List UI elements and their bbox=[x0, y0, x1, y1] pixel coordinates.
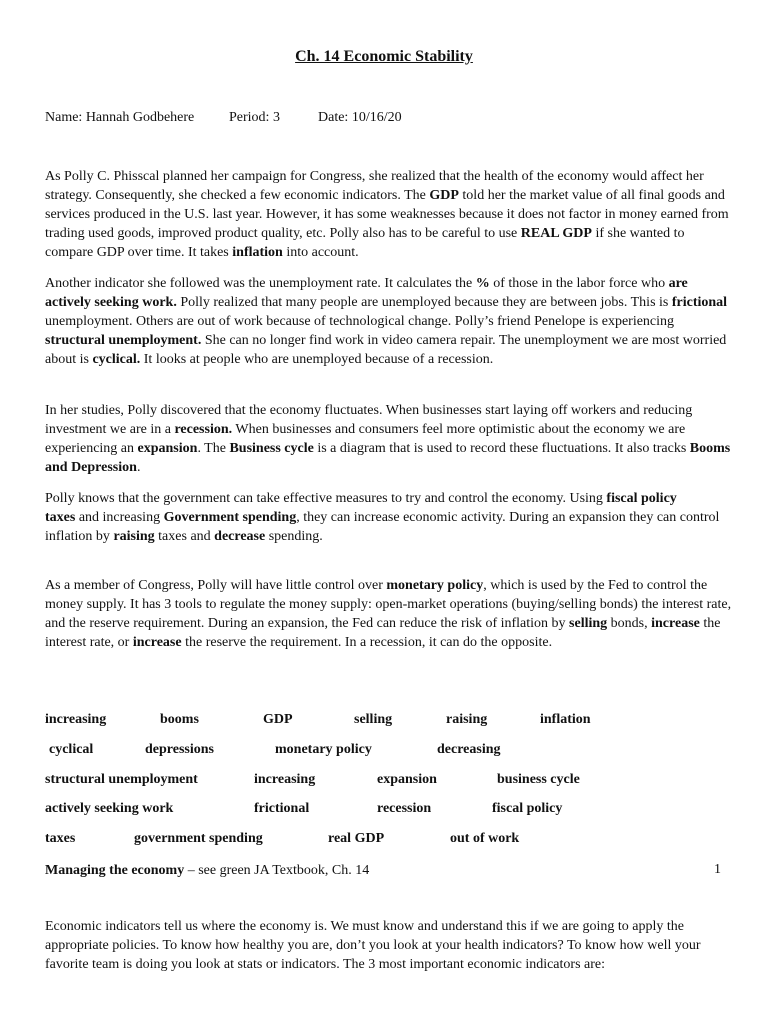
period: Period: 3 bbox=[229, 110, 280, 125]
word-bank-item: monetary policy bbox=[275, 742, 372, 757]
student-name: Name: Hannah Godbehere bbox=[45, 110, 195, 125]
word-bank-item: increasing bbox=[254, 772, 316, 787]
word-bank-item: business cycle bbox=[497, 772, 580, 787]
word-bank-item: selling bbox=[354, 712, 393, 727]
word-bank-item: out of work bbox=[450, 831, 520, 846]
word-bank-item: increasing bbox=[45, 712, 107, 727]
page-number: 1 bbox=[714, 862, 721, 877]
word-bank-item: expansion bbox=[377, 772, 437, 787]
word-bank-item: depressions bbox=[145, 742, 214, 757]
word-bank-item: GDP bbox=[263, 712, 293, 727]
word-bank-item: taxes bbox=[45, 831, 76, 846]
paragraph-unemployment: Another indicator she followed was the unemployment rate. It calculates the % of those in the labor force who are actively seeking work. Polly realized that many people are unemployed because they are between jobs. This is frictional unemployment. Others are out of work because of technological change. Polly’s friend Penelope is experiencing structural unemployment. She can no longer find work in video camera repair. The unemployment we are most worried about is cyclical. It looks at people who are unemployed because of a recession. bbox=[45, 276, 728, 367]
paragraph-monetary-policy: As a member of Congress, Polly will have little control over monetary policy, which is used by the Fed to control the money supply. It has 3 tools to regulate the money supply: open-market operations (buying/selling bonds) the interest rate, and the reserve requirement. During an expansion, the Fed can reduce the risk of inflation by selling bonds, increase the interest rate, or increase the reserve the requirement. In a recession, it can do the opposite. bbox=[45, 578, 732, 650]
paragraph-business-cycle: In her studies, Polly discovered that the economy fluctuates. When businesses start laying off workers and reducing investment we are in a recession. When businesses and consumers feel more optimistic about the economy we are experiencing an expansion. The Business cycle is a diagram that is used to record these fluctuations. It also tracks Booms and Depression. bbox=[45, 403, 731, 475]
paragraph-indicators: Economic indicators tell us where the economy is. We must know and understand this if we are going to apply the appropriate policies. To know how healthy you are, don’t you look at your health indicators? To know how well your favorite team is doing you look at stats or indicators. The 3 most important economic indicators are: bbox=[45, 919, 701, 972]
word-bank-item: recession bbox=[377, 801, 432, 816]
section-heading: Managing the economy – see green JA Textbook, Ch. 14 bbox=[45, 863, 370, 878]
page-title: Ch. 14 Economic Stability bbox=[295, 48, 473, 65]
word-bank-item: inflation bbox=[540, 712, 591, 727]
word-bank-item: government spending bbox=[134, 831, 263, 846]
word-bank-item: frictional bbox=[254, 801, 310, 816]
word-bank-item: real GDP bbox=[328, 831, 385, 846]
date: Date: 10/16/20 bbox=[318, 110, 402, 125]
word-bank-item: cyclical bbox=[49, 742, 94, 757]
word-bank-item: fiscal policy bbox=[492, 801, 563, 816]
word-bank-item: booms bbox=[160, 712, 199, 727]
word-bank-item: structural unemployment bbox=[45, 772, 198, 787]
word-bank-item: raising bbox=[446, 712, 488, 727]
paragraph-fiscal-policy: Polly knows that the government can take effective measures to try and control the economy. Using fiscal policytaxes and increasing Government spending, they can increase economic activity. During an expansion they can control inflation by raising taxes and decrease spending. bbox=[45, 491, 720, 544]
paragraph-gdp: As Polly C. Phisscal planned her campaign for Congress, she realized that the health of the economy would affect her strategy. Consequently, she checked a few economic indicators. The GDP told her the market value of all final goods and services produced in the U.S. last year. However, it has some weaknesses because it does not factor in money earned from trading used goods, improved product quality, etc. Polly also has to be careful to use REAL GDP if she wanted to compare GDP over time. It takes inflation into account. bbox=[45, 169, 729, 260]
word-bank-item: decreasing bbox=[437, 742, 501, 757]
word-bank-item: actively seeking work bbox=[45, 801, 174, 816]
